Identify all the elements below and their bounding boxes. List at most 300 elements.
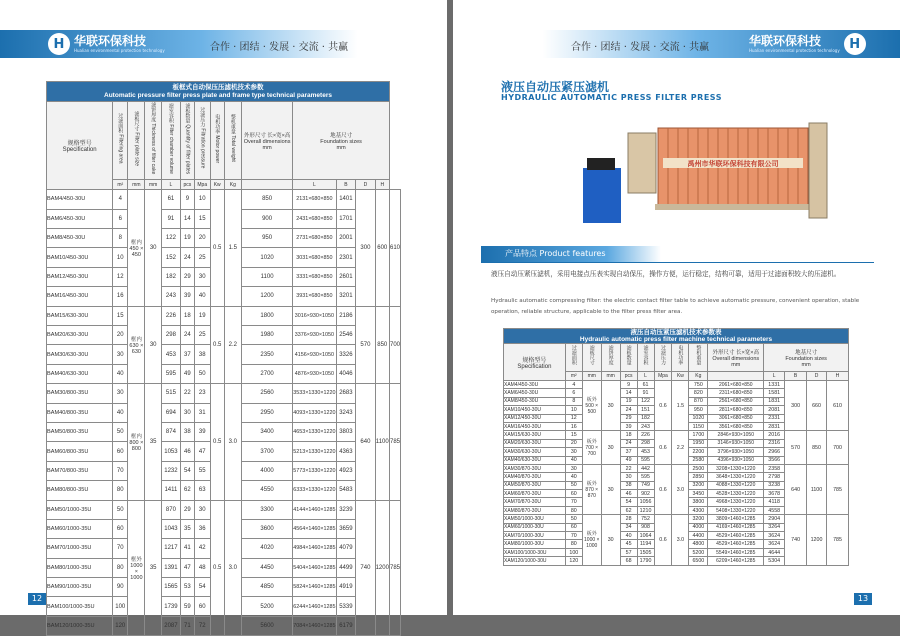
cell-area: 8 <box>113 229 128 248</box>
cell-dimensions: 3016×930×1050 <box>293 306 336 325</box>
cell-volume: 870 <box>161 500 180 519</box>
cell-model: XAM40/870-30U <box>504 473 566 481</box>
cell-volume: 1194 <box>637 540 654 548</box>
cell-plates: 54 <box>180 461 194 480</box>
cell-area: 120 <box>565 557 582 565</box>
unit-area: m² <box>113 180 128 190</box>
cell-found-D: 1100 <box>807 464 827 514</box>
found-col-H: H <box>375 180 389 190</box>
cell-model: BAM60/800-35U <box>47 442 113 461</box>
cell-weight: 3400 <box>241 422 292 441</box>
cell-found-D: 660 <box>807 381 827 431</box>
found-col-D: D <box>807 372 827 381</box>
cell-found-D: 600 <box>375 190 389 306</box>
cell-thickness: 30 <box>601 381 620 431</box>
cell-found-L: 1701 <box>336 209 356 228</box>
cell-model: XAM12/450-30U <box>504 414 566 422</box>
cell-dimensions: 4876×930×1050 <box>293 364 336 383</box>
hdr-spec-cn: 规格型号 <box>522 357 547 364</box>
unit-area: m² <box>565 372 582 381</box>
cell-area: 100 <box>113 597 128 616</box>
cell-weight: 2850 <box>689 473 708 481</box>
cell-model: BAM12/450-30U <box>47 267 113 286</box>
cell-found-D: 1100 <box>375 384 389 500</box>
cell-area: 6 <box>565 389 582 397</box>
cell-area: 15 <box>113 306 128 325</box>
cell-found-D: 1200 <box>807 515 827 565</box>
cell-found-L: 2081 <box>764 406 785 414</box>
cell-model: BAM90/1000-35U <box>47 578 113 597</box>
cell-plates: 47 <box>180 558 194 577</box>
cell-area: 40 <box>565 473 582 481</box>
cell-dimensions: 5773×1330×1220 <box>293 461 336 480</box>
cell-plates-total: 55 <box>194 461 210 480</box>
unit-press: Mpa <box>194 180 210 190</box>
cell-found-B: 300 <box>356 190 375 306</box>
cell-weight: 4000 <box>241 461 292 480</box>
cell-found-D: 850 <box>375 306 389 384</box>
cell-found-L: 3238 <box>764 481 785 489</box>
table-title-en: Automatic pressure filter press plate and frame type technical parameters <box>104 91 332 99</box>
cell-dimensions: 2731×680×850 <box>293 229 336 248</box>
cell-weight: 1100 <box>241 267 292 286</box>
cell-area: 70 <box>565 532 582 540</box>
hdr-found-cn: 地基尺寸 <box>795 349 818 356</box>
hdr-found-cn: 地基尺寸 <box>330 132 353 139</box>
cell-volume: 1232 <box>161 461 180 480</box>
product-title-en: HYDRAULIC AUTOMATIC PRESS FILTER PRESS <box>501 93 722 102</box>
cell-found-L: 4923 <box>336 461 356 480</box>
cell-volume: 749 <box>637 481 654 489</box>
hdr-area: 过滤面积 <box>570 345 577 365</box>
found-col-L: L <box>293 180 336 190</box>
cell-volume: 1217 <box>161 539 180 558</box>
cell-weight: 3600 <box>241 519 292 538</box>
cell-weight: 850 <box>241 190 292 209</box>
cell-plates: 68 <box>620 557 637 565</box>
cell-volume: 1739 <box>161 597 180 616</box>
cell-dimensions: 2061×680×850 <box>708 381 764 389</box>
cell-volume: 595 <box>637 473 654 481</box>
cell-dimensions: 4653×1330×1220 <box>293 422 336 441</box>
cell-area: 4 <box>113 190 128 209</box>
unit-weight: Kg <box>689 372 708 381</box>
cell-plates: 30 <box>180 403 194 422</box>
cell-plates: 38 <box>180 422 194 441</box>
cell-plates-total: 63 <box>194 481 210 500</box>
cell-model: BAM80/1000-35U <box>47 558 113 577</box>
cell-area: 30 <box>113 384 128 403</box>
cell-plates: 18 <box>180 306 194 325</box>
cell-plates: 9 <box>180 190 194 209</box>
cell-found-L: 5483 <box>336 481 356 500</box>
feature-rule <box>481 262 874 263</box>
cell-plates: 46 <box>620 490 637 498</box>
cell-power: 3.0 <box>224 500 241 636</box>
cell-weight: 2580 <box>689 456 708 464</box>
cell-model: BAM30/800-35U <box>47 384 113 403</box>
cell-found-H: 700 <box>826 431 848 465</box>
table-row <box>504 381 849 389</box>
cell-volume: 1505 <box>637 548 654 556</box>
page-number: 12 <box>28 593 46 605</box>
cell-weight: 2560 <box>241 384 292 403</box>
cell-plates-total: 39 <box>194 422 210 441</box>
cell-volume: 1064 <box>637 532 654 540</box>
cell-model: BAM50/800-35U <box>47 422 113 441</box>
cell-model: XAM15/630-30U <box>504 431 566 439</box>
cell-found-L: 3201 <box>336 287 356 306</box>
cell-volume: 243 <box>161 287 180 306</box>
cell-volume: 152 <box>161 248 180 267</box>
cell-found-B: 300 <box>785 381 807 431</box>
cell-dimensions: 2561×680×850 <box>708 397 764 405</box>
cell-volume: 1391 <box>161 558 180 577</box>
cell-found-L: 4558 <box>764 506 785 514</box>
cell-model: BAM40/630-30U <box>47 364 113 383</box>
cell-weight: 4400 <box>689 532 708 540</box>
hdr-press: 过滤压力 <box>659 345 666 365</box>
cell-area: 80 <box>565 540 582 548</box>
cell-dimensions: 7084×1460×1285 <box>293 616 336 635</box>
cell-dimensions: 4529×1460×1285 <box>708 540 764 548</box>
cell-plates-total: 60 <box>194 597 210 616</box>
cell-weight: 1200 <box>241 287 292 306</box>
cell-dimensions: 3533×1330×1220 <box>293 384 336 403</box>
cell-weight: 1150 <box>689 422 708 430</box>
unit-num: pcs <box>180 180 194 190</box>
cell-model: BAM30/630-30U <box>47 345 113 364</box>
cell-volume: 1053 <box>161 442 180 461</box>
right-page <box>453 0 900 615</box>
cell-model: BAM70/1000-35U <box>47 539 113 558</box>
unit-thick: mm <box>601 372 620 381</box>
cell-plates-total: 23 <box>194 384 210 403</box>
cell-area: 60 <box>565 523 582 531</box>
cell-weight: 3200 <box>689 515 708 523</box>
hdr-found-unit: mm <box>801 361 811 368</box>
cell-found-L: 2601 <box>336 267 356 286</box>
cell-dimensions: 2811×680×850 <box>708 406 764 414</box>
cell-volume: 61 <box>161 190 180 209</box>
cell-found-L: 2683 <box>336 384 356 403</box>
cell-weight: 820 <box>689 389 708 397</box>
cell-dimensions: 2311×680×850 <box>708 389 764 397</box>
unit-size: mm <box>582 372 601 381</box>
cell-model: BAM15/630-30U <box>47 306 113 325</box>
cell-area: 20 <box>113 325 128 344</box>
hdr-spec-cn: 规格型号 <box>67 141 92 148</box>
cell-model: XAM4/450-30U <box>504 381 566 389</box>
cell-found-H: 610 <box>826 381 848 431</box>
cell-volume: 226 <box>637 431 654 439</box>
cell-plates: 49 <box>180 364 194 383</box>
cell-found-L: 2316 <box>764 439 785 447</box>
table-row <box>47 190 401 209</box>
cell-found-L: 2831 <box>764 422 785 430</box>
cell-area: 30 <box>565 464 582 472</box>
cell-plates: 39 <box>620 422 637 430</box>
unit-size: mm <box>128 180 145 190</box>
cell-model: BAM4/450-30U <box>47 190 113 209</box>
hdr-vol: 滤室容积 Filter chamber volume <box>167 102 174 174</box>
cell-area: 50 <box>113 500 128 519</box>
cell-volume: 298 <box>637 439 654 447</box>
cell-thickness: 30 <box>145 306 161 384</box>
unit-weight: Kg <box>224 180 241 190</box>
cell-plates: 14 <box>620 389 637 397</box>
cell-plates-total: 20 <box>194 229 210 248</box>
cell-dimensions: 4984×1460×1285 <box>293 539 336 558</box>
cell-plates-total: 31 <box>194 403 210 422</box>
cell-dimensions: 4093×1330×1220 <box>293 403 336 422</box>
cell-weight: 750 <box>689 381 708 389</box>
cell-area: 60 <box>113 519 128 538</box>
spec-table-left <box>46 81 401 636</box>
cell-model: BAM10/450-30U <box>47 248 113 267</box>
cell-dimensions: 4968×1330×1220 <box>708 498 764 506</box>
cell-found-L: 2301 <box>336 248 356 267</box>
cell-plates: 41 <box>180 539 194 558</box>
hdr-num: 滤板数量 <box>625 345 632 365</box>
cell-dimensions: 6244×1460×1285 <box>293 597 336 616</box>
brand-logo <box>749 30 889 58</box>
cell-dimensions: 3648×1330×1220 <box>708 473 764 481</box>
cell-volume: 243 <box>637 422 654 430</box>
cell-model: BAM60/1000-35U <box>47 519 113 538</box>
cell-found-L: 4079 <box>336 539 356 558</box>
found-col-H: H <box>826 372 848 381</box>
hdr-power: 电机功率 <box>677 345 684 365</box>
cell-found-L: 2016 <box>764 431 785 439</box>
cell-weight: 3200 <box>689 481 708 489</box>
cell-plate-size: 框内 450 × 450 <box>128 190 145 306</box>
cell-plates-total: 42 <box>194 539 210 558</box>
cell-found-L: 3239 <box>336 500 356 519</box>
cell-volume: 182 <box>637 414 654 422</box>
unit-press: Mpa <box>654 372 672 381</box>
hdr-found-unit: mm <box>336 144 346 151</box>
cell-found-L: 1401 <box>336 190 356 209</box>
cell-plates: 35 <box>180 519 194 538</box>
hdr-power: 电机功率 Motor power <box>214 113 221 163</box>
cell-plates-total: 47 <box>194 442 210 461</box>
cell-model: BAM40/800-35U <box>47 403 113 422</box>
cell-area: 16 <box>113 287 128 306</box>
cell-found-H: 785 <box>826 464 848 514</box>
cell-area: 15 <box>565 431 582 439</box>
cell-power: 3.0 <box>672 464 689 514</box>
hdr-dims-cn: 外形尺寸 长×宽×高 <box>712 349 759 356</box>
table-row <box>47 500 401 519</box>
cell-area: 4 <box>565 381 582 389</box>
cell-dimensions: 3376×930×1050 <box>293 325 336 344</box>
cell-area: 10 <box>113 248 128 267</box>
cell-area: 80 <box>565 506 582 514</box>
unit-power: Kw <box>210 180 224 190</box>
press-frame <box>655 204 815 210</box>
cell-dimensions: 4144×1460×1285 <box>293 500 336 519</box>
cell-found-D: 850 <box>807 431 827 465</box>
cell-found-L: 2331 <box>764 414 785 422</box>
cell-weight: 2350 <box>241 345 292 364</box>
cell-weight: 4300 <box>689 506 708 514</box>
cell-dimensions: 2131×680×850 <box>293 190 336 209</box>
cell-volume: 182 <box>161 267 180 286</box>
cell-volume: 515 <box>161 384 180 403</box>
feature-en: Product features <box>539 249 606 258</box>
cell-power: 1.5 <box>672 381 689 431</box>
cell-model: XAM30/630-30U <box>504 448 566 456</box>
cell-weight: 1700 <box>689 431 708 439</box>
hdr-spec-en: Specification <box>517 363 552 370</box>
hdr-dims-en: Overall dimensions <box>243 138 291 145</box>
cell-found-L: 5339 <box>336 597 356 616</box>
end-plate <box>809 123 827 218</box>
cell-volume: 1790 <box>637 557 654 565</box>
cell-found-L: 4118 <box>764 498 785 506</box>
cell-dimensions: 3331×680×850 <box>293 267 336 286</box>
found-col-L: L <box>764 372 785 381</box>
logo-mark: H <box>48 33 70 55</box>
cell-plates: 19 <box>620 397 637 405</box>
logo-mark: H <box>844 33 866 55</box>
cell-weight: 4020 <box>241 539 292 558</box>
cell-weight: 1950 <box>689 439 708 447</box>
cell-found-B: 740 <box>785 515 807 565</box>
cell-volume: 151 <box>637 406 654 414</box>
cell-volume: 1043 <box>161 519 180 538</box>
control-cabinet <box>628 133 656 193</box>
cell-plates-total: 10 <box>194 190 210 209</box>
hdr-thick: 滤饼厚度 <box>607 345 614 365</box>
cell-plate-size: 框内 800 × 800 <box>128 384 145 500</box>
table-row <box>504 431 849 439</box>
cell-model: BAM50/1000-35U <box>47 500 113 519</box>
cell-plates: 22 <box>180 384 194 403</box>
cell-plates: 46 <box>180 442 194 461</box>
cell-pressure: 0.5 <box>210 190 224 306</box>
cell-model: XAM40/630-30U <box>504 456 566 464</box>
cell-dimensions: 4529×1460×1285 <box>708 532 764 540</box>
cell-plates: 40 <box>620 532 637 540</box>
cell-area: 40 <box>565 456 582 464</box>
cell-volume: 122 <box>637 397 654 405</box>
cell-plates: 34 <box>620 523 637 531</box>
cell-weight: 3450 <box>689 490 708 498</box>
feature-cn: 产品特点 <box>505 249 537 258</box>
feature-heading <box>481 246 661 262</box>
cell-area: 40 <box>113 364 128 383</box>
cell-thickness: 30 <box>601 431 620 465</box>
cell-plates-total: 40 <box>194 287 210 306</box>
nameplate-text: 禹州市华联环保科技有限公司 <box>687 160 779 168</box>
cell-volume: 902 <box>637 490 654 498</box>
cell-area: 60 <box>565 490 582 498</box>
cell-plates: 9 <box>620 381 637 389</box>
hdr-dims-unit: mm <box>262 144 272 151</box>
cell-found-B: 740 <box>356 500 375 636</box>
cell-plates-total: 19 <box>194 306 210 325</box>
unit-vol: L <box>637 372 654 381</box>
cell-found-L: 2798 <box>764 473 785 481</box>
cell-model: BAM80/800-35U <box>47 481 113 500</box>
cell-found-L: 2001 <box>336 229 356 248</box>
cell-pressure: 0.5 <box>210 306 224 384</box>
cell-power: 2.2 <box>672 431 689 465</box>
hdr-weight: 整机重量 <box>695 345 702 365</box>
cell-plates: 39 <box>180 287 194 306</box>
cell-found-L: 1331 <box>764 381 785 389</box>
cell-found-B: 640 <box>785 464 807 514</box>
cell-plates: 24 <box>180 325 194 344</box>
cell-area: 120 <box>113 616 128 635</box>
cell-model: XAM20/630-30U <box>504 439 566 447</box>
cell-area: 90 <box>113 578 128 597</box>
cell-model: XAM50/1000-30U <box>504 515 566 523</box>
cell-weight: 900 <box>241 209 292 228</box>
cell-dimensions: 5824×1460×1285 <box>293 578 336 597</box>
cell-model: XAM80/870-30U <box>504 506 566 514</box>
cell-model: XAM10/450-30U <box>504 406 566 414</box>
cell-weight: 4000 <box>689 523 708 531</box>
cell-volume: 595 <box>637 456 654 464</box>
cell-pressure: 0.6 <box>654 464 672 514</box>
cell-weight: 3300 <box>241 500 292 519</box>
cell-volume: 1411 <box>161 481 180 500</box>
cell-plate-size: 框内 630 × 630 <box>128 306 145 384</box>
cell-plates: 37 <box>620 448 637 456</box>
page-number: 13 <box>854 593 872 605</box>
cell-pressure: 0.5 <box>210 384 224 500</box>
cell-plates-total: 25 <box>194 248 210 267</box>
cell-area: 20 <box>565 439 582 447</box>
hdr-dims-cn: 外形尺寸 长×宽×高 <box>243 132 291 139</box>
cell-model: XAM70/870-30U <box>504 498 566 506</box>
cell-weight: 4450 <box>241 558 292 577</box>
cell-plates: 49 <box>620 456 637 464</box>
cell-power: 3.0 <box>672 515 689 565</box>
cell-found-L: 2546 <box>336 325 356 344</box>
filter-press-photo <box>573 108 833 243</box>
cell-volume: 595 <box>161 364 180 383</box>
cell-area: 70 <box>565 498 582 506</box>
cell-area: 80 <box>113 481 128 500</box>
cell-pressure: 0.5 <box>210 500 224 636</box>
hdr-press: 过滤压力 Filtration pressure <box>199 107 206 169</box>
cell-plates: 18 <box>620 431 637 439</box>
cell-found-L: 1581 <box>764 389 785 397</box>
cell-area: 10 <box>565 406 582 414</box>
cell-plates: 29 <box>180 500 194 519</box>
cell-thickness: 30 <box>145 190 161 306</box>
cell-area: 50 <box>113 422 128 441</box>
cell-found-B: 640 <box>356 384 375 500</box>
cell-dimensions: 3061×680×850 <box>708 414 764 422</box>
cell-model: XAM6/450-30U <box>504 389 566 397</box>
cell-plates: 62 <box>180 481 194 500</box>
cell-volume: 122 <box>161 229 180 248</box>
cell-weight: 950 <box>689 406 708 414</box>
left-page <box>0 0 447 630</box>
unit-power: Kw <box>672 372 689 381</box>
cell-volume: 226 <box>161 306 180 325</box>
cell-power: 1.5 <box>224 190 241 306</box>
hdr-area: 过滤面积 Filtering area <box>117 112 124 164</box>
cell-plate-size: 框外 1000 × 1000 <box>128 500 145 636</box>
cell-found-H: 785 <box>389 500 400 636</box>
cell-plates: 59 <box>180 597 194 616</box>
